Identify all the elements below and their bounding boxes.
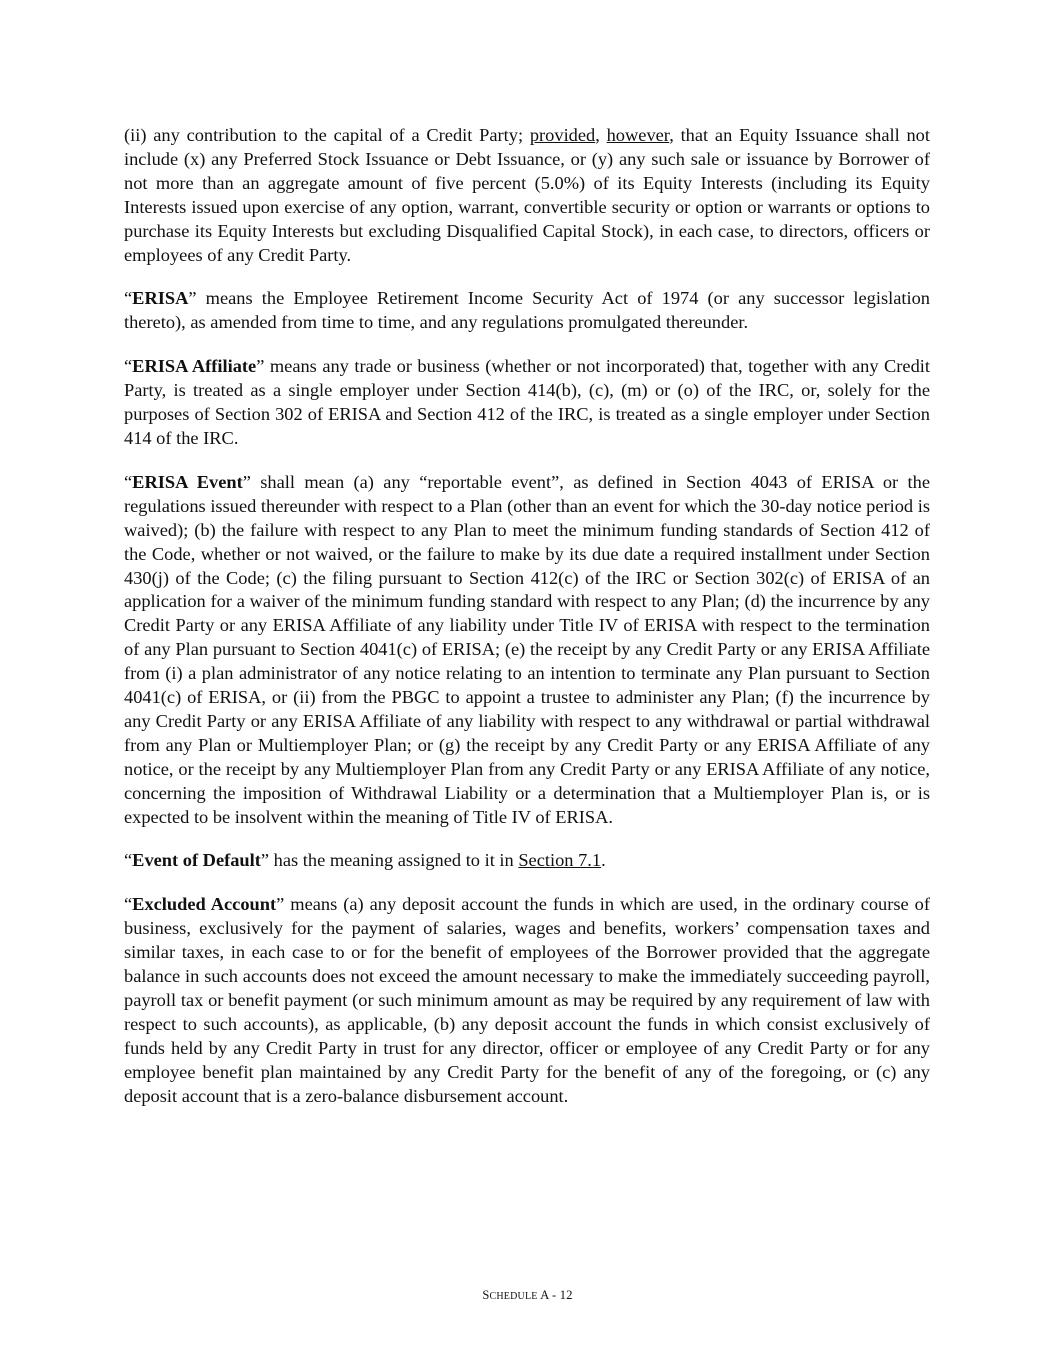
open-quote: “ bbox=[124, 356, 133, 377]
definition-erisa-event bbox=[124, 471, 930, 830]
definition-excluded-account bbox=[124, 893, 930, 1108]
document-page bbox=[124, 124, 930, 1129]
paragraph-text: , bbox=[595, 125, 607, 145]
paragraph-text: , that an Equity Issuance shall not include (x) any Preferred Stock Issuance or Debt Issuance, or (y) any such sale or issuance by Borrower of not more than an aggregate amount of five percent (5.0%) of its Equity Interests (including its Equity Interests issued upon exercise of any option, warrant, convertible security or option or warrants or options to purchase its Equity Interests but excluding Disqualified Capital Stock), in each case, to directors, officers or employees of any Credit Party. bbox=[124, 125, 930, 265]
open-quote: “ bbox=[124, 471, 133, 492]
defined-term: Event of Default bbox=[132, 850, 261, 871]
defined-term: ERISA Event bbox=[132, 471, 243, 492]
definition-erisa-affiliate bbox=[124, 355, 930, 451]
definition-text: shall mean (a) any “reportable event”, as defined in Section 4043 of ERISA or the regulations issued thereunder with respect to a Plan (other than an event for which the 30-day notice period is waived); (b) the failure with respect to any Plan to meet the minimum funding standards of Section 412 of the Code, whether or not waived, or the failure to make by its due date a required installment under Section 430(j) of the Code; (c) the filing pursuant to Section 412(c) of the IRC or Section 302(c) of ERISA of an application for a waiver of the minimum funding standard with respect to any Plan; (d) the incurrence by any Credit Party or any ERISA Affiliate of any liability under Title IV of ERISA with respect to the termination of any Plan pursuant to Section 4041(c) of ERISA; (e) the receipt by any Credit Party or any ERISA Affiliate from (i) a plan administrator of any notice relating to an intention to terminate any Plan pursuant to Section 4041(c) of ERISA, or (ii) from the PBGC to appoint a trustee to administer any Plan; (f) the incurrence by any Credit Party or any ERISA Affiliate of any liability with respect to any withdrawal or partial withdrawal from any Plan or Multiemployer Plan; or (g) the receipt by any Credit Party or any ERISA Affiliate of any notice, or the receipt by any Multiemployer Plan from any Credit Party or any ERISA Affiliate of any notice, concerning the imposition of Withdrawal Liability or a determination that a Multiemployer Plan is, or is expected to be insolvent within the meaning of Title IV of ERISA. bbox=[124, 471, 931, 827]
open-quote: “ bbox=[124, 850, 133, 871]
open-quote: “ bbox=[124, 288, 133, 309]
however-underlined: however bbox=[606, 125, 670, 145]
section-7-1-reference: Section 7.1 bbox=[518, 850, 602, 871]
definition-text: means (a) any deposit account the funds in which are used, in the ordinary course of business, exclusively for the payment of salaries, wages and benefits, workers’ compensation taxes and similar taxes, in each case to or for the benefit of employees of the Borrower provided that the aggregate balance in such accounts does not exceed the amount necessary to make the immediately succeeding payroll, payroll tax or benefit payment (or such minimum amount as may be required by any requirement of law with respect to such accounts), as applicable, (b) any deposit account the funds in which consist exclusively of funds held by any Credit Party in trust for any director, officer or employee of any Credit Party or for any employee benefit plan maintained by any Credit Party for the benefit of any of the foregoing, or (c) any deposit account that is a zero-balance disbursement account. bbox=[124, 894, 930, 1106]
definition-text: means the Employee Retirement Income Security Act of 1974 (or any successor legislation thereto), as amended from time to time, and any regulations promulgated thereunder. bbox=[124, 288, 930, 333]
page-footer bbox=[0, 1288, 1055, 1303]
provided-underlined: provided bbox=[529, 125, 596, 145]
paragraph-text: (ii) any contribution to the capital of a Credit Party; bbox=[124, 125, 530, 145]
definition-event-of-default bbox=[124, 849, 930, 873]
definition-erisa bbox=[124, 287, 930, 335]
defined-term: ERISA bbox=[132, 288, 189, 309]
defined-term: ERISA Affiliate bbox=[132, 356, 257, 377]
close-quote: ” bbox=[260, 850, 270, 871]
close-quote: ” bbox=[256, 356, 265, 377]
close-quote: ” bbox=[188, 288, 197, 309]
close-quote: ” bbox=[242, 471, 251, 492]
paragraph-equity-issuance-continuation bbox=[124, 124, 930, 267]
definition-text: has the meaning assigned to it in bbox=[269, 850, 519, 871]
footer-page-number: A - 12 bbox=[537, 1288, 573, 1302]
open-quote: “ bbox=[124, 894, 133, 915]
footer-smallcaps: CHEDULE bbox=[489, 1291, 538, 1302]
defined-term: Excluded Account bbox=[132, 894, 277, 915]
close-quote: ” bbox=[276, 894, 285, 915]
definition-text: means any trade or business (whether or not incorporated) that, together with any Credit Party, is treated as a single employer under Section 414(b), (c), (m) or (o) of the IRC, or, solely for the purposes of Section 302 of ERISA and Section 412 of the IRC, is treated as a single employer under Section 414 of the IRC. bbox=[124, 356, 930, 448]
period: . bbox=[601, 850, 606, 871]
footer-initial: S bbox=[482, 1288, 490, 1302]
